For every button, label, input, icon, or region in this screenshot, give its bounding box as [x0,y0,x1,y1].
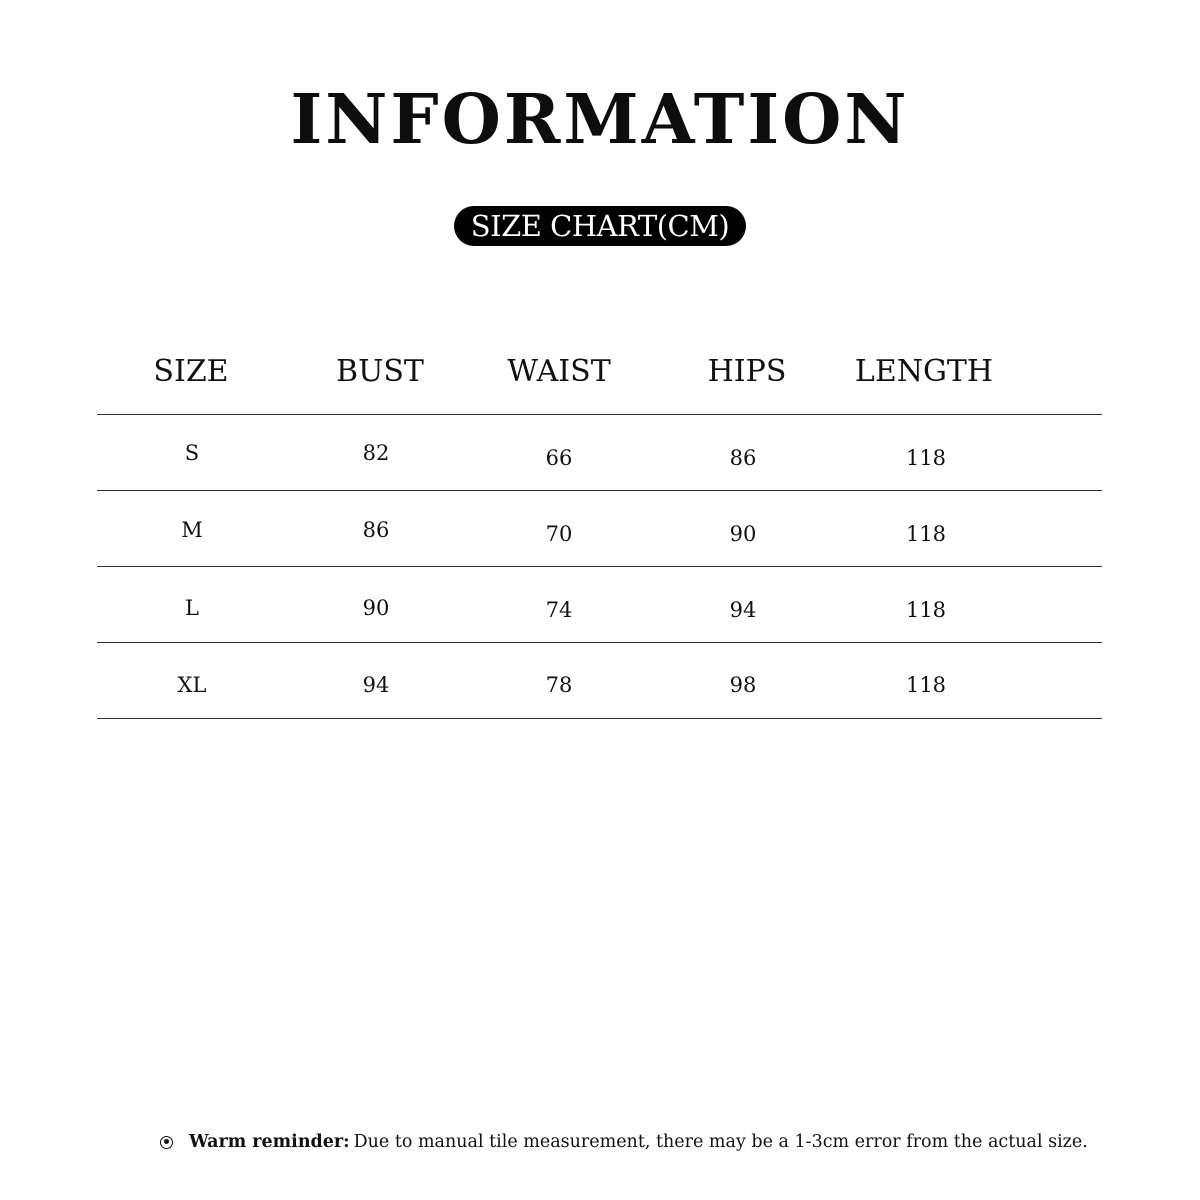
column-header-waist: WAIST [507,354,611,389]
cell-size: L [185,596,199,620]
column-header-size: SIZE [153,354,229,389]
cell-length: 118 [905,598,947,622]
table-divider [97,642,1102,643]
cell-hips: 86 [729,446,757,470]
cell-waist: 78 [545,673,573,697]
radio-bullet-icon [160,1136,173,1149]
page-title: INFORMATION [290,80,910,160]
size-chart-badge: SIZE CHART(CM) [454,206,746,246]
warm-reminder [160,1129,1088,1155]
cell-bust: 90 [362,596,390,620]
cell-length: 118 [905,673,947,697]
cell-bust: 82 [362,441,390,465]
column-header-hips: HIPS [707,354,787,389]
cell-size: S [184,441,200,465]
cell-hips: 98 [729,673,757,697]
cell-waist: 70 [545,522,573,546]
cell-size: M [181,518,203,542]
cell-size: XL [177,673,207,697]
reminder-text: Due to manual tile measurement, there may be a 1-3cm error from the actual size. [353,1132,1088,1152]
cell-waist: 74 [545,598,573,622]
cell-length: 118 [905,522,947,546]
cell-bust: 86 [362,518,390,542]
table-divider [97,566,1102,567]
cell-length: 118 [905,446,947,470]
table-divider [97,414,1102,415]
cell-bust: 94 [362,673,390,697]
cell-hips: 94 [729,598,757,622]
cell-hips: 90 [729,522,757,546]
column-header-length: LENGTH [854,354,994,389]
reminder-label: Warm reminder: [189,1132,350,1152]
cell-waist: 66 [545,446,573,470]
column-header-bust: BUST [336,354,424,389]
table-divider [97,718,1102,719]
table-divider [97,490,1102,491]
